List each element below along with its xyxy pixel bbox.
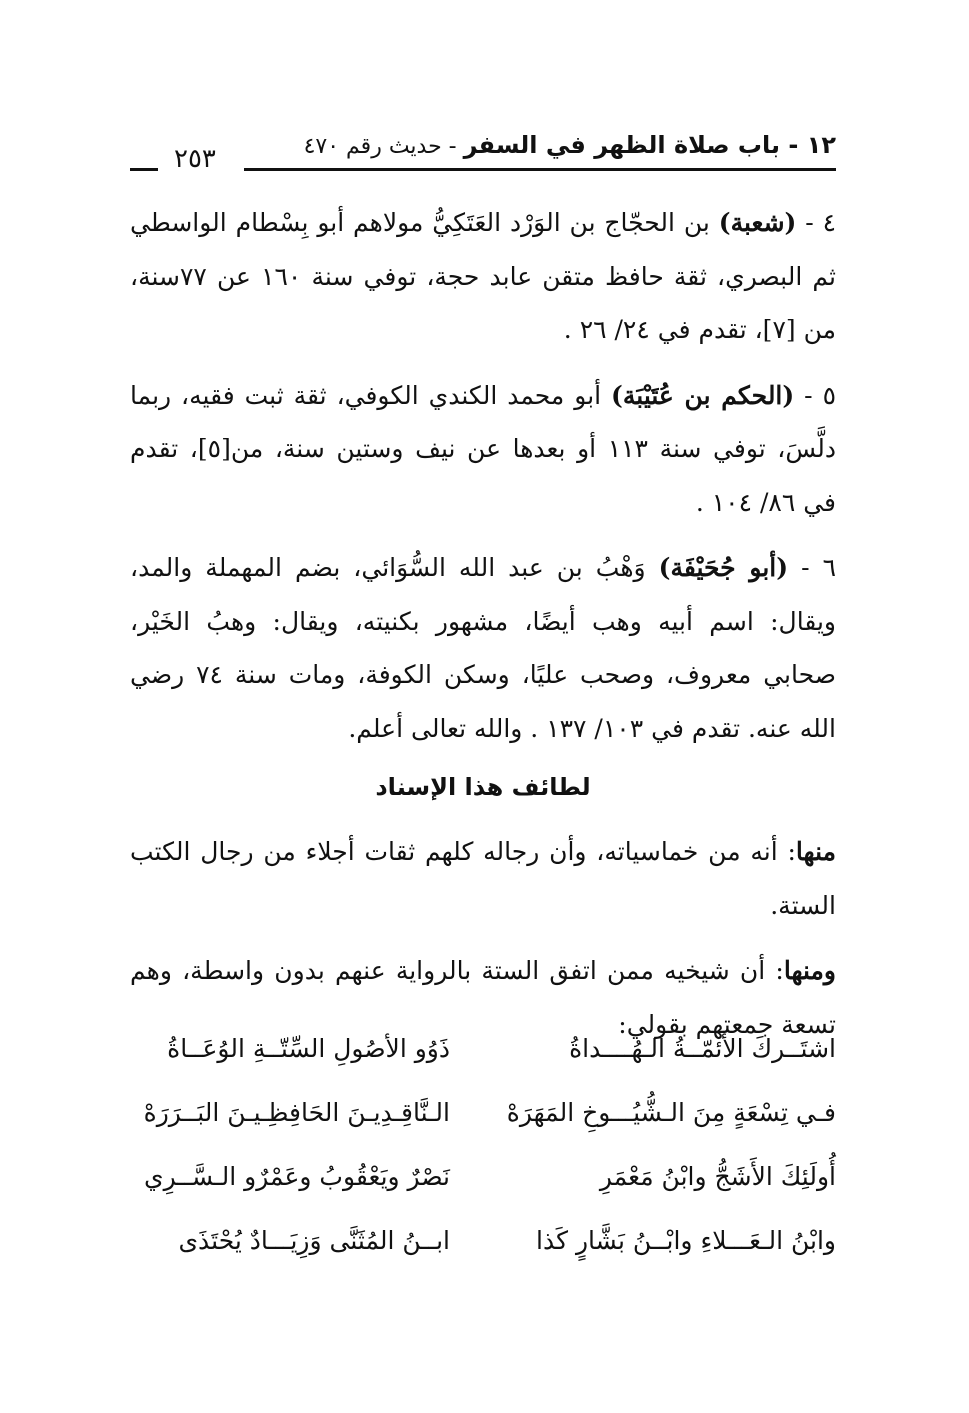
narrator-entry [130, 196, 836, 357]
verse-first-hemistich: اشتَــركَ الأئمّــةُ الـهُــــداةُ [569, 1034, 836, 1063]
verse-first-hemistich: وابْنُ الـعَـــلاءِ وابْــنُ بَشَّارٍ كَذا [536, 1226, 836, 1255]
verse-second-hemistich: ذَوُو الأصُولِ السِّتّــةِ الوُعَــاةُ [167, 1034, 450, 1063]
narrator-name: (أبو جُحَيْفَة) [658, 553, 789, 582]
narrator-entry [130, 369, 836, 530]
verse-first-hemistich: أُولَئِكَ الأَشَجُّ وابْنُ مَعْمَرِ [599, 1162, 836, 1191]
poem-verse [130, 1022, 836, 1086]
narrator-bio: وَهْبُ بن عبد الله السُّوَائي، بضم المهملة والمد، ويقال: اسم أبيه وهب أيضًا، مشهور بكنيته، ويقال: وهبُ الخَيْر، صحابي معروف، وصحب عليًا، وسكن الكوفة، ومات سنة ٧٤ رضي الله عنه. تقدم في ١٠٣/ ١٣٧ . والله تعالى أعلم. [130, 553, 836, 743]
main-text [130, 196, 836, 1063]
poem [130, 1022, 836, 1278]
section-heading: لطائف هذا الإسناد [375, 773, 591, 801]
entry-number: ٤ - [796, 208, 836, 237]
poem-verse [130, 1086, 836, 1150]
narrator-name: (الحكم بن عُتَيْبَة) [611, 380, 795, 410]
page-number: ٢٥٣ [174, 144, 216, 174]
narrator-entry [130, 541, 836, 755]
chapter-title-text: ١٢ - باب صلاة الظهر في السفر [463, 131, 836, 159]
poem-verse [130, 1214, 836, 1278]
running-header [130, 130, 836, 174]
page-number-rule [130, 168, 158, 171]
subtlety-text: : أن شيخيه ممن اتفق الستة بالرواية عنهم بدون واسطة، وهم تسعة جمعتهم بقولي: [130, 956, 836, 1039]
narrator-bio: أبو محمد الكندي الكوفي، ثقة ثبت فقيه، ربما دلَّسَ، توفي سنة ١١٣ أو بعدها عن نيف وستين سنة، من[٥]، تقدم في ٨٦/ ١٠٤ . [130, 380, 836, 517]
header-rule [244, 168, 836, 171]
subtlety-text: : أنه من خماسياته، وأن رجاله كلهم ثقات أجلاء من رجال الكتب الستة. [130, 837, 836, 920]
subtlety-item [130, 825, 836, 932]
narrator-bio: بن الحجّاج بن الوَرْد العَتَكِيُّ مولاهم أبو بِسْطام الواسطي ثم البصري، ثقة حافظ متقن عابد حجة، توفي سنة ١٦٠ عن ٧٧سنة، من [٧]، تقدم في ٢٤/ ٢٦ . [130, 208, 837, 344]
verse-second-hemistich: نَصْرٌ ويَعْقُوبُ وعَمْرٌو الـسَّــرِي [144, 1162, 450, 1191]
poem-verse [130, 1150, 836, 1214]
chapter-title [304, 130, 836, 162]
verse-second-hemistich: ابــنُ المُثَنَّى وَزِيَـــادٌ يُحْتَذَى [178, 1226, 450, 1255]
entry-number: ٦ - [788, 553, 837, 582]
verse-second-hemistich: الـنَّاقِـدِيـنَ الحَافِظِـيـنَ البَــرَرَهْ [143, 1098, 450, 1127]
verse-first-hemistich: فـي تِسْعَةٍ مِنَ الـشُّيُـــوخِ المَهَرَهْ [506, 1098, 836, 1127]
subtlety-lead: ومنها [783, 956, 836, 985]
hadith-reference: - حديث رقم ٤٧٠ [303, 134, 464, 159]
entry-number: ٥ - [794, 380, 837, 410]
narrator-name: (شعبة) [718, 208, 797, 237]
subtlety-lead: منها [795, 837, 836, 866]
